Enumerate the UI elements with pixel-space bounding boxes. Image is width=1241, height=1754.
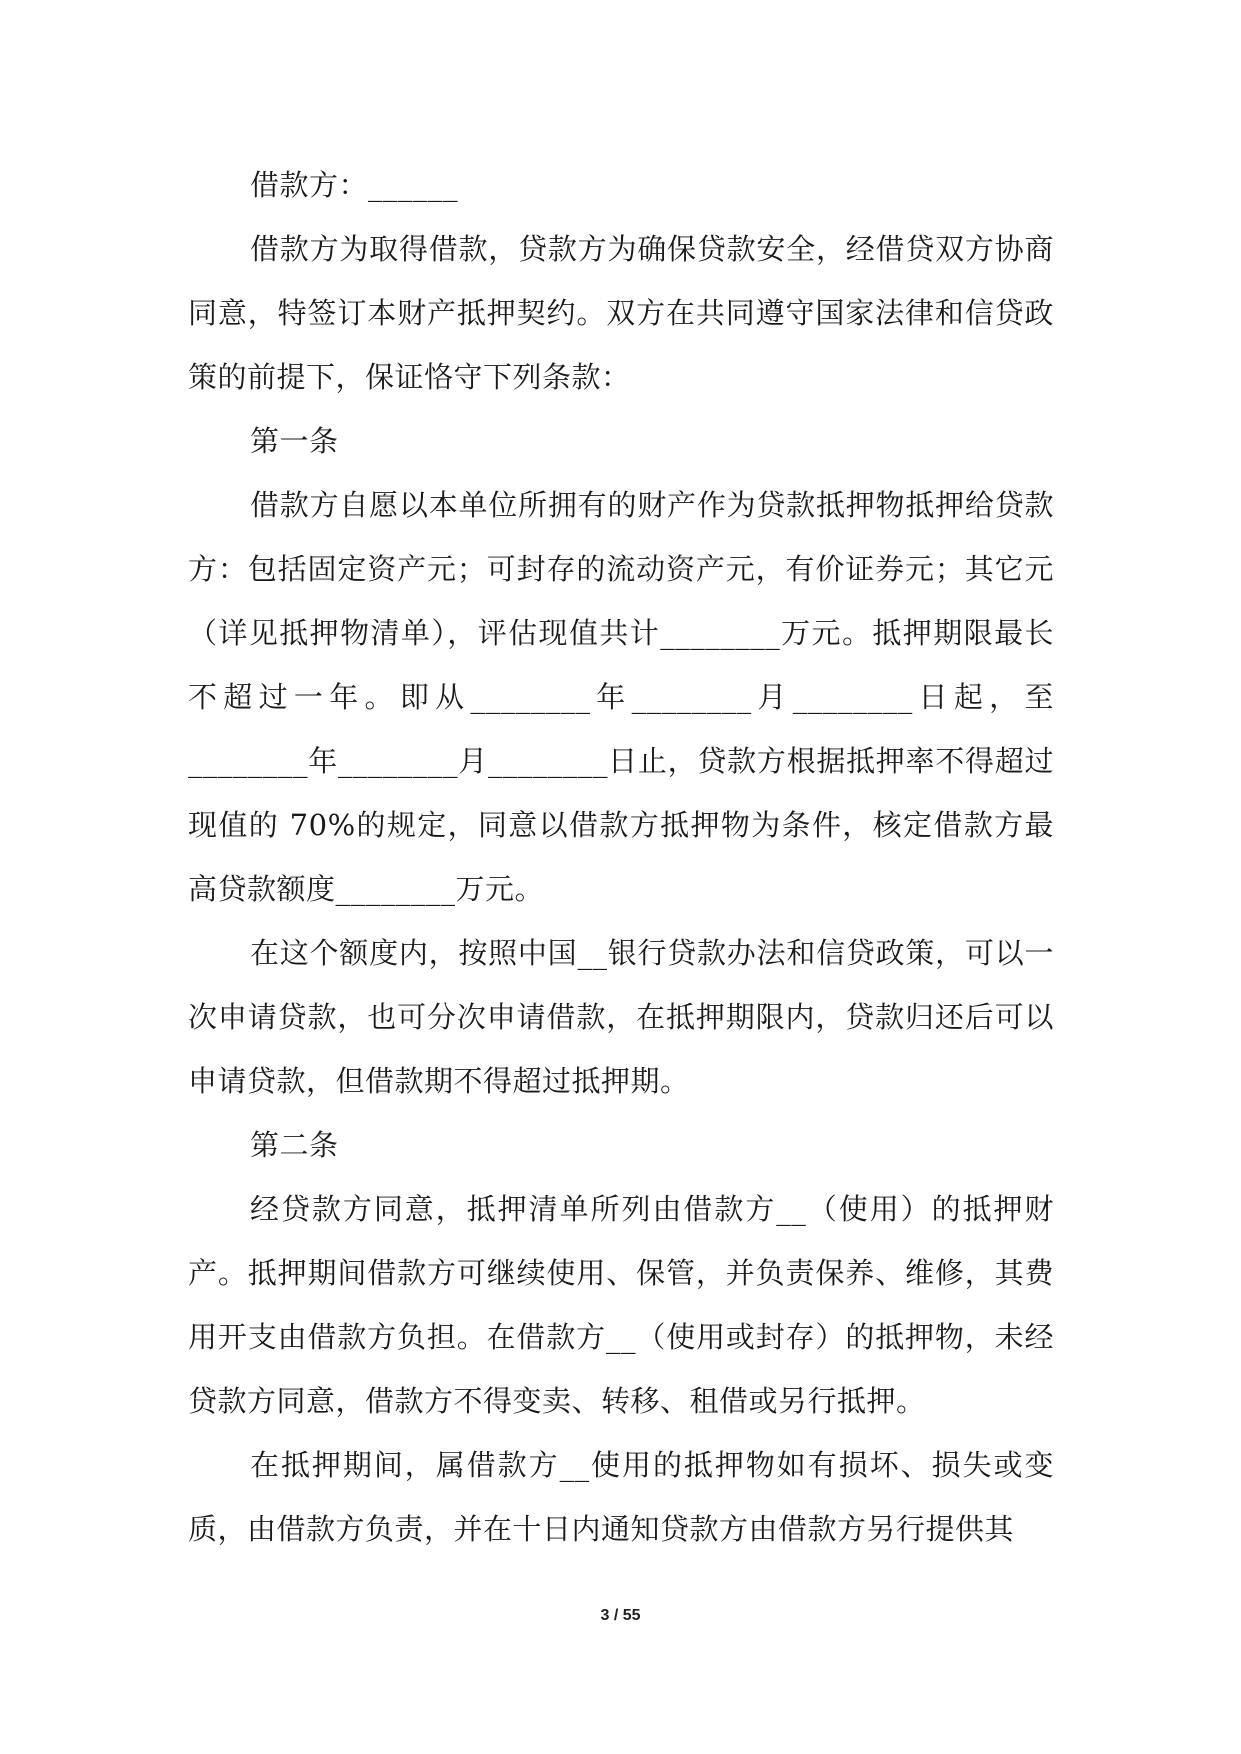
document-body (188, 153, 1054, 1561)
paragraph-borrower-line: 借款方：______ (250, 168, 459, 202)
article-heading-2: 第二条 (250, 1128, 339, 1162)
paragraph-article-1-body: 借款方自愿以本单位所拥有的财产作为贷款抵押物抵押给贷款方：包括固定资产元；可封存的流动资产元，有价证券元；其它元（详见抵押物清单），评估现值共计________万元。抵押期限最长不超过一年。即从________年________月________日起，至________年________月________日止，贷款方根据抵押率不得超过现值的 70%的规定，同意以借款方抵押物为条件，核定借款方最高贷款额度________万元。 (188, 488, 1054, 906)
article-heading-1: 第一条 (250, 424, 339, 458)
paragraph-article-1-limit: 在这个额度内，按照中国__银行贷款办法和信贷政策，可以一次申请贷款，也可分次申请借款，在抵押期限内，贷款归还后可以申请贷款，但借款期不得超过抵押期。 (188, 936, 1054, 1098)
paragraph-article-2-body: 经贷款方同意，抵押清单所列由借款方__（使用）的抵押财产。抵押期间借款方可继续使用、保管，并负责保养、维修，其费用开支由借款方负担。在借款方__（使用或封存）的抵押物，未经贷款方同意，借款方不得变卖、转移、租借或另行抵押。 (188, 1192, 1054, 1418)
paragraph-article-2-damage: 在抵押期间，属借款方__使用的抵押物如有损坏、损失或变质，由借款方负责，并在十日内通知贷款方由借款方另行提供其 (188, 1448, 1054, 1546)
paragraph-preamble: 借款方为取得借款，贷款方为确保贷款安全，经借贷双方协商同意，特签订本财产抵押契约。双方在共同遵守国家法律和信贷政策的前提下，保证恪守下列条款： (188, 232, 1054, 394)
page-number: 3 / 55 (600, 1607, 641, 1624)
